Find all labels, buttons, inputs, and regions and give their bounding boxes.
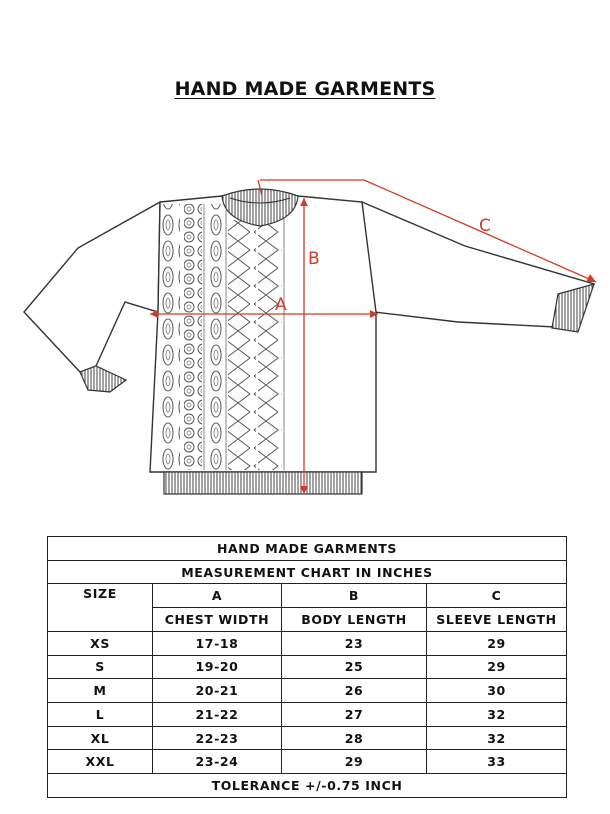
label-b: B: [308, 249, 320, 269]
body-length-cell: 28: [282, 726, 427, 750]
cable-panel-2: [184, 204, 202, 470]
left-sleeve: [24, 202, 160, 372]
body-length-cell: 25: [282, 655, 427, 679]
sweater-diagram: [0, 160, 610, 510]
page-title: HAND MADE GARMENTS: [174, 78, 436, 100]
sleeve-length-cell: 29: [427, 655, 567, 679]
body-length-cell: 26: [282, 679, 427, 703]
size-cell: S: [48, 655, 153, 679]
table-row: [48, 631, 567, 655]
table-row: [48, 679, 567, 703]
size-header: SIZE: [48, 584, 153, 631]
column-name-a: CHEST WIDTH: [153, 608, 282, 632]
cable-panel-5: [258, 220, 282, 470]
column-letter-b: B: [282, 584, 427, 608]
measurement-table: [47, 536, 567, 798]
sleeve-length-cell: 30: [427, 679, 567, 703]
table-subtitle-row: [48, 560, 567, 584]
left-cuff: [80, 366, 126, 392]
table-row: [48, 750, 567, 774]
cable-panel-3: [206, 204, 224, 470]
column-letter-c: C: [427, 584, 567, 608]
sleeve-length-cell: 29: [427, 631, 567, 655]
chest-cell: 22-23: [153, 726, 282, 750]
chest-cell: 23-24: [153, 750, 282, 774]
body-length-cell: 23: [282, 631, 427, 655]
size-cell: XS: [48, 631, 153, 655]
waist-band: [164, 472, 362, 494]
label-c: C: [479, 216, 491, 236]
size-cell: L: [48, 703, 153, 727]
body-length-cell: 29: [282, 750, 427, 774]
cable-panel-1: [162, 204, 180, 470]
size-cell: XXL: [48, 750, 153, 774]
chest-cell: 21-22: [153, 703, 282, 727]
table-row: [48, 726, 567, 750]
chest-cell: 17-18: [153, 631, 282, 655]
table-title: HAND MADE GARMENTS: [48, 537, 567, 561]
chest-cell: 19-20: [153, 655, 282, 679]
sleeve-length-cell: 32: [427, 726, 567, 750]
tolerance-note: TOLERANCE +/-0.75 INCH: [48, 774, 567, 798]
cable-panel-4: [228, 220, 256, 470]
table-row: [48, 655, 567, 679]
table-subtitle: MEASUREMENT CHART IN INCHES: [48, 560, 567, 584]
table-footer-row: [48, 774, 567, 798]
size-cell: M: [48, 679, 153, 703]
sweater-drawing: [0, 160, 610, 510]
sleeve-length-cell: 32: [427, 703, 567, 727]
chest-cell: 20-21: [153, 679, 282, 703]
sleeve-length-cell: 33: [427, 750, 567, 774]
column-name-b: BODY LENGTH: [282, 608, 427, 632]
table-letter-row: [48, 584, 567, 608]
label-a: A: [275, 295, 287, 315]
size-cell: XL: [48, 726, 153, 750]
column-name-c: SLEEVE LENGTH: [427, 608, 567, 632]
table-row: [48, 703, 567, 727]
column-letter-a: A: [153, 584, 282, 608]
table-title-row: [48, 537, 567, 561]
body-length-cell: 27: [282, 703, 427, 727]
